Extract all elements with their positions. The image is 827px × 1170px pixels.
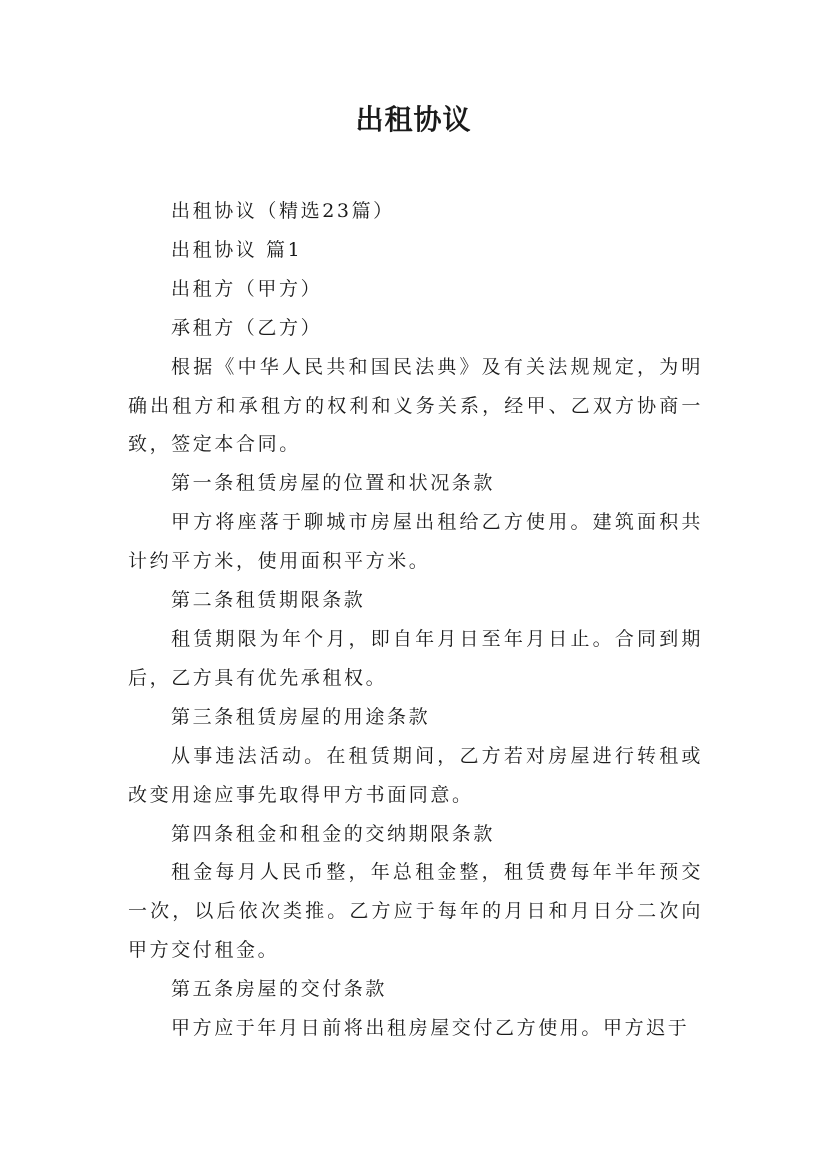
paragraph-lessee: 承租方（乙方） [171, 316, 323, 339]
clause-heading-4: 第四条租金和租金的交纳期限条款 [171, 822, 496, 845]
clause-body-2: 租赁期限为年个月，即自年月日至年月日止。合同到期后，乙方具有优先承租权。 [128, 627, 703, 689]
clause-body-1: 甲方将座落于聊城市房屋出租给乙方使用。建筑面积共计约平方米，使用面积平方米。 [128, 511, 703, 573]
clause-body-4: 租金每月人民币整，年总租金整，租赁费每年半年预交一次，以后依次类推。乙方应于每年的月日和月日分二次向甲方交付租金。 [128, 861, 703, 962]
paragraph-collection-title: 出租协议（精选23篇） [171, 200, 395, 222]
paragraph-lessor: 出租方（甲方） [171, 277, 323, 300]
paragraph-preamble: 根据《中华人民共和国民法典》及有关法规规定，为明确出租方和承租方的权利和义务关系，经甲、乙双方协商一致，签定本合同。 [128, 355, 703, 456]
clause-body-3: 从事违法活动。在租赁期间，乙方若对房屋进行转租或改变用途应事先取得甲方书面同意。 [128, 744, 703, 806]
clause-heading-2: 第二条租赁期限条款 [171, 589, 366, 612]
clause-body-5: 甲方应于年月日前将出租房屋交付乙方使用。甲方迟于 [171, 1017, 690, 1040]
clause-heading-5: 第五条房屋的交付条款 [171, 978, 388, 1001]
clause-heading-3: 第三条租赁房屋的用途条款 [171, 705, 431, 728]
paragraph-article-heading: 出租协议 篇1 [171, 238, 303, 261]
document-title: 出租协议 [355, 103, 472, 136]
clause-heading-1: 第一条租赁房屋的位置和状况条款 [171, 472, 496, 495]
document-body [128, 192, 703, 1048]
